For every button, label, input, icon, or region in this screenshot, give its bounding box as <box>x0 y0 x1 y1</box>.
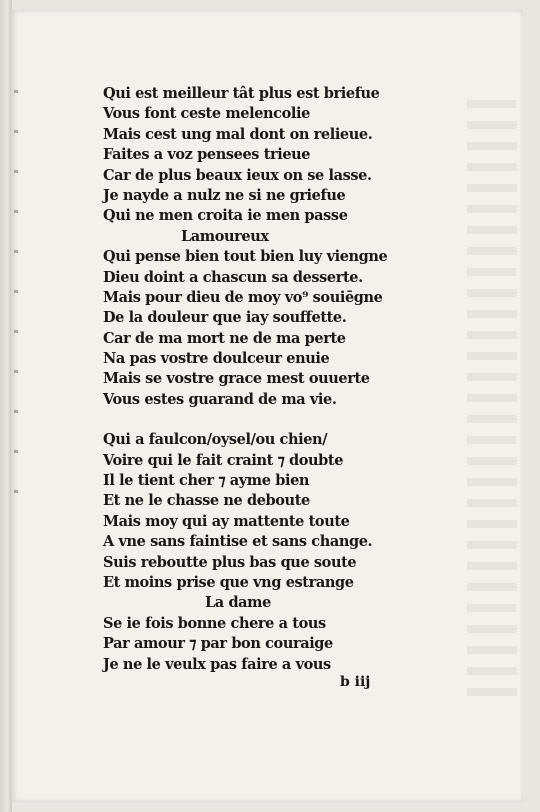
verse-line: Dieu doint a chascun sa desserte. <box>103 268 363 286</box>
verse-line: Na pas vostre doulceur enuie <box>103 350 330 368</box>
verse-line: Qui ne men croita ie men passe <box>103 207 348 225</box>
verse-line: Mais pour dieu de moy vo⁹ souiēgne <box>103 288 383 306</box>
verse-line: Se ie fois bonne chere a tous <box>103 614 326 632</box>
verse-line: Vous estes guarand de ma vie. <box>103 390 337 408</box>
poem-text <box>103 84 403 675</box>
verse-line: Il le tient cher ⁊ ayme bien <box>103 472 310 490</box>
stanza-3 <box>103 430 403 593</box>
stanza-2 <box>103 247 403 410</box>
verse-line: Et ne le chasse ne deboute <box>103 492 310 510</box>
verse-line: Faites a voz pensees trieue <box>103 146 311 164</box>
verse-line: Qui est meilleur tât plus est briefue <box>103 85 380 102</box>
stanza-gap <box>103 410 403 430</box>
verse-line: Mais cest ung mal dont on relieue. <box>103 125 373 143</box>
verse-line: Suis reboutte plus bas que soute <box>103 553 357 571</box>
stanza-1 <box>103 84 403 227</box>
verse-line: Et moins prise que vng estrange <box>103 573 354 591</box>
verse-line: Je nayde a nulz ne si ne griefue <box>103 186 346 204</box>
verse-line: Voire qui le fait craint ⁊ doubte <box>103 451 344 469</box>
verse-line: Je ne le veulx pas faire a vous <box>103 655 331 673</box>
speaker-heading: La dame <box>205 594 271 612</box>
verse-line: Par amour ⁊ par bon couraige <box>103 635 333 653</box>
verse-line: Vous font ceste melencolie <box>103 105 310 123</box>
gutter-shadow <box>14 90 18 510</box>
stanza-4 <box>103 614 403 675</box>
verse-line: Mais moy qui ay mattente toute <box>103 512 350 530</box>
verse-line: Qui a faulcon/oysel/ou chien/ <box>103 431 328 449</box>
verse-line: Car de ma mort ne de ma perte <box>103 329 346 347</box>
verse-line: Mais se vostre grace mest ouuerte <box>103 370 370 388</box>
show-through-text <box>467 100 517 700</box>
verse-line: A vne sans faintise et sans change. <box>103 533 373 551</box>
verse-line: Qui pense bien tout bien luy viengne <box>103 248 388 266</box>
signature-mark: b iij <box>340 674 371 690</box>
verse-line: Car de plus beaux ieux on se lasse. <box>103 166 372 184</box>
speaker-heading: Lamoureux <box>181 227 269 245</box>
verse-line: De la douleur que iay souffette. <box>103 309 347 327</box>
